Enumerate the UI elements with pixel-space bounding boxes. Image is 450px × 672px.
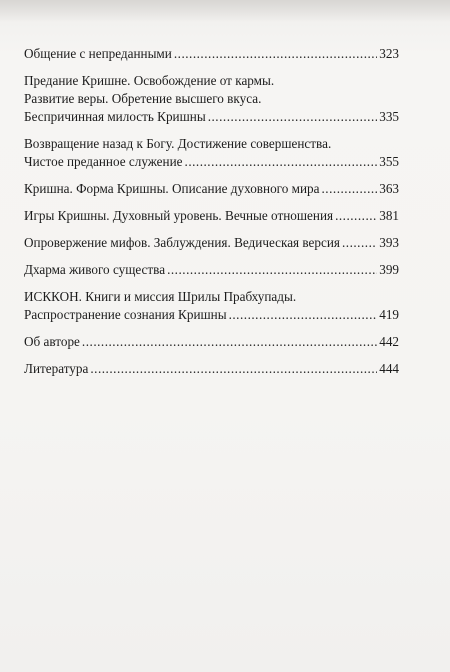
dot-leader xyxy=(335,207,377,225)
toc-entry-title: Предание Кришне. Освобождение от кармы. xyxy=(24,73,275,88)
toc-page-number: 323 xyxy=(379,46,399,61)
toc-page-number: 393 xyxy=(379,235,399,250)
toc-entry xyxy=(24,333,399,351)
toc-entry-title: Опровержение мифов. Заблуждения. Ведическая версия xyxy=(24,235,340,250)
toc-entry xyxy=(24,180,399,198)
toc-page-number: 444 xyxy=(379,361,399,376)
dot-leader xyxy=(167,261,377,279)
toc-entry xyxy=(24,72,399,126)
toc-entry-title: Распространение сознания Кришны xyxy=(24,307,227,322)
toc-entry xyxy=(24,288,399,324)
toc-page-number: 335 xyxy=(379,109,399,124)
toc-page-number: 399 xyxy=(379,262,399,277)
toc-entry xyxy=(24,261,399,279)
dot-leader xyxy=(185,153,378,171)
toc-entry-title: Беспричинная милость Кришны xyxy=(24,109,206,124)
toc-entry xyxy=(24,45,399,63)
toc-entry-title: Общение с непреданными xyxy=(24,46,172,61)
toc-page-number: 419 xyxy=(379,307,399,322)
dot-leader xyxy=(322,180,378,198)
toc-page-number: 355 xyxy=(379,154,399,169)
toc-entry-title: Возвращение назад к Богу. Достижение совершенства. xyxy=(24,136,332,151)
toc-page-number: 363 xyxy=(379,181,399,196)
toc-entry xyxy=(24,135,399,171)
toc-entry-title: Развитие веры. Обретение высшего вкуса. xyxy=(24,91,262,106)
toc-entry xyxy=(24,360,399,378)
dot-leader xyxy=(82,333,377,351)
dot-leader xyxy=(229,306,378,324)
table-of-contents xyxy=(24,45,399,387)
page-edge-shadow xyxy=(0,0,450,22)
toc-entry-title: Чистое преданное служение xyxy=(24,154,183,169)
toc-entry-title: Литература xyxy=(24,361,89,376)
toc-entry-title: Об авторе xyxy=(24,334,80,349)
dot-leader xyxy=(208,108,378,126)
dot-leader xyxy=(342,234,377,252)
toc-entry xyxy=(24,234,399,252)
toc-entry xyxy=(24,207,399,225)
toc-entry-title: Игры Кришны. Духовный уровень. Вечные отношения xyxy=(24,208,334,223)
toc-entry-title: Дхарма живого существа xyxy=(24,262,166,277)
dot-leader xyxy=(90,360,377,378)
toc-page-number: 381 xyxy=(379,208,399,223)
toc-entry-title: ИСККОН. Книги и миссия Шрилы Прабхупады. xyxy=(24,289,297,304)
toc-page-number: 442 xyxy=(379,334,399,349)
toc-entry-title: Кришна. Форма Кришны. Описание духовного мира xyxy=(24,181,320,196)
dot-leader xyxy=(174,45,377,63)
